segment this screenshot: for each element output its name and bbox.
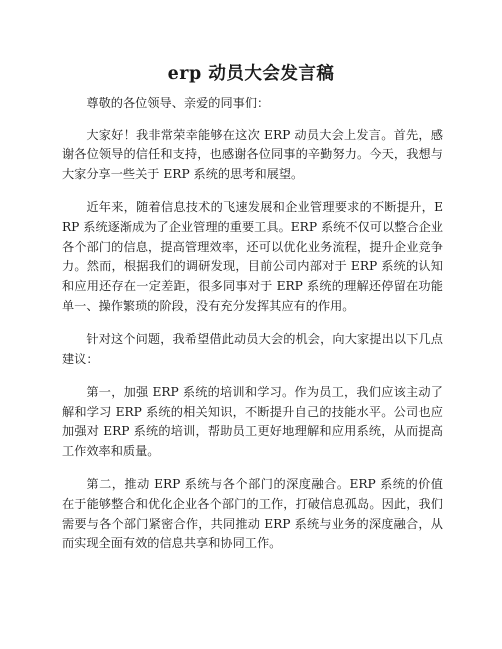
paragraph-opening: 大家好！我非常荣幸能够在这次 ERP 动员大会上发言。首先，感谢各位领导的信任和支持，也感谢各位同事的辛勤努力。今天，我想与大家分享一些关于 ERP 系统的思考和展望。 (62, 127, 443, 182)
paragraph-background: 近年来，随着信息技术的飞速发展和企业管理要求的不断提升，ERP 系统逐渐成为了企业管理的重要工具。ERP 系统不仅可以整合企业各个部门的信息，提高管理效率，还可以优化业务流程，提升企业竞争力。然而，根据我们的调研发现，目前公司内部对于 ERP 系统的认知和应用还存在一定差距，很多同事对于 ERP 系统的理解还停留在功能单一、操作繁琐的阶段，没有充分发挥其应有的作用。 (62, 200, 443, 313)
paragraph-proposal-intro: 针对这个问题，我希望借此动员大会的机会，向大家提出以下几点建议： (62, 332, 443, 366)
document-body (62, 94, 443, 568)
greeting-paragraph: 尊敬的各位领导、亲爱的同事们： (86, 96, 270, 110)
paragraph-point-one: 第一，加强 ERP 系统的培训和学习。作为员工，我们应该主动了解和学习 ERP 系统的相关知识，不断提升自己的技能水平。公司也应加强对 ERP 系统的培训，帮助员工更好地理解和应用系统，从而提高工作效率和质量。 (62, 384, 443, 459)
document-title: erp 动员大会发言稿 (167, 64, 335, 84)
paragraph-point-two: 第二，推动 ERP 系统与各个部门的深度融合。ERP 系统的价值在于能够整合和优化企业各个部门的工作，打破信息孤岛。因此，我们需要与各个部门紧密合作，共同推动 ERP 系统与业务的深度融合，从而实现全面有效的信息共享和协同工作。 (62, 477, 443, 551)
